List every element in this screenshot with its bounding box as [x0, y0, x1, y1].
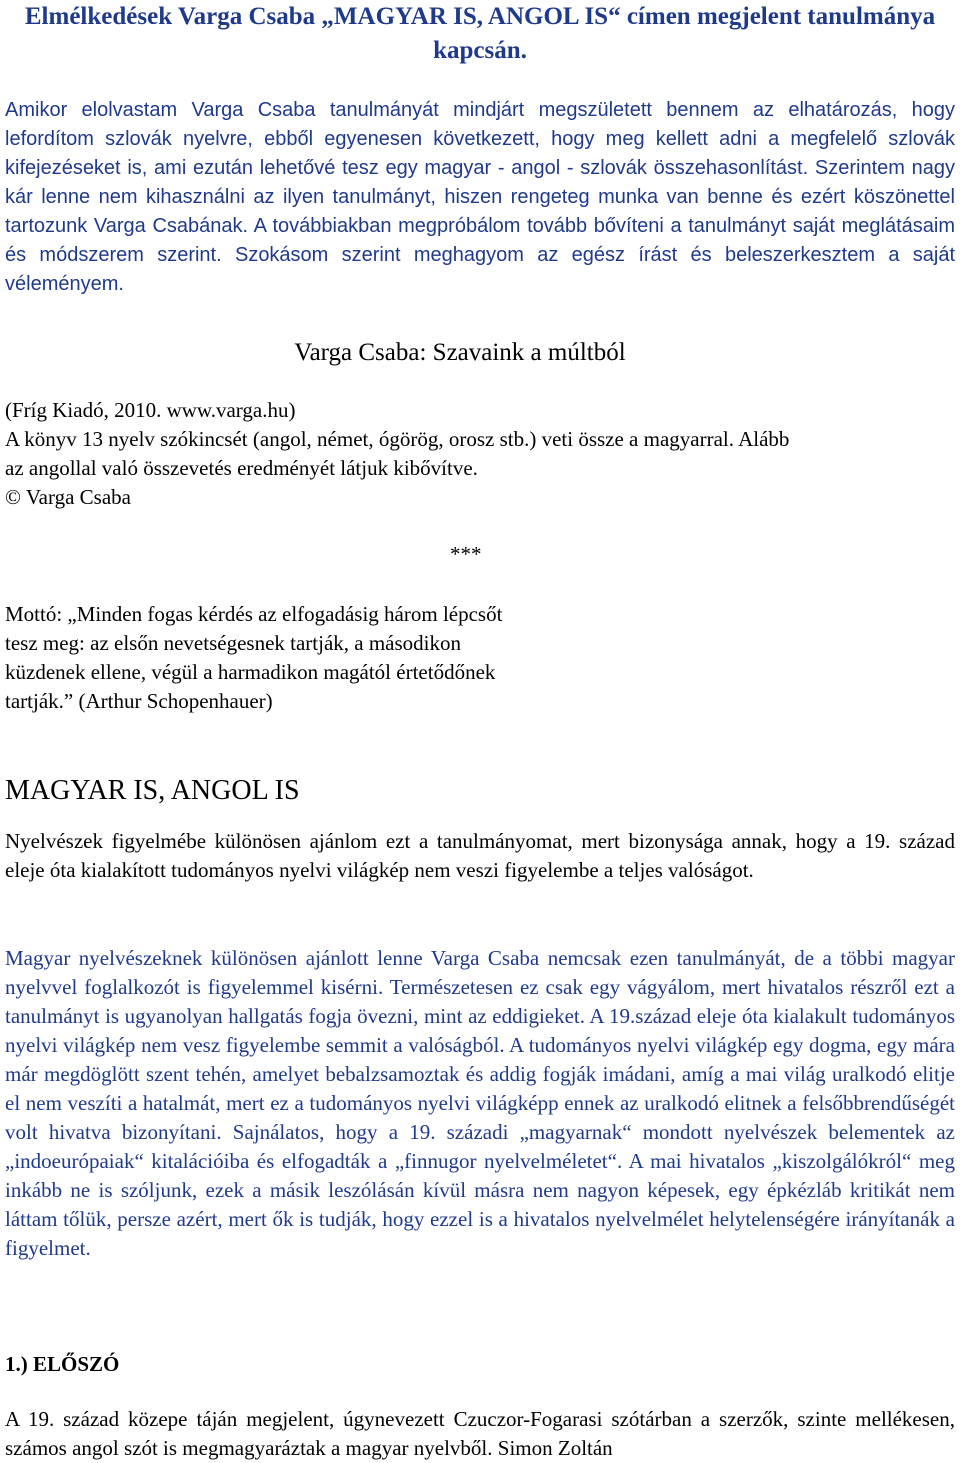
document-title: Elmélkedések Varga Csaba „MAGYAR IS, ANGOL IS“ címen megjelent tanulmánya kapcsán. — [24, 3, 936, 64]
section-paragraph: Nyelvészek figyelmébe különösen ajánlom ezt a tanulmányomat, mert bizonysága annak, hogy a 19. század eleje óta kialakított tudományos nyelvi világkép nem veszi figyelembe a teljes valóságot. — [5, 829, 955, 882]
book-title: Varga Csaba: Szavaink a múltból — [294, 339, 626, 366]
book-description-line2: az angollal való összevetés eredményét látjuk kibővítve. — [5, 456, 478, 480]
foreword-heading: 1.) ELŐSZÓ — [5, 1352, 120, 1376]
intro-paragraph — [5, 96, 955, 299]
book-copyright: © Varga Csaba — [5, 485, 131, 509]
foreword-paragraph: A 19. század közepe táján megjelent, úgynevezett Czuczor-Fogarasi szótárban a szerzők, szinte mellékesen, számos angol szót is megmagyaráztak a magyar nyelvből. Simon Zoltán — [5, 1407, 955, 1460]
section-heading: MAGYAR IS, ANGOL IS — [5, 775, 300, 806]
commentary-paragraph: Magyar nyelvészeknek különösen ajánlott lenne Varga Csaba nemcsak ezen tanulmányát, de a többi magyar nyelvvel foglalkozót is figyelemmel kisérni. Természetesen ez csak egy vágyálom, mert hivatalos részről ezt a tanulmányt is ugyanolyan hallgatás fogja övezni, mint az eddigieket. A 19.század eleje óta kialakult tudományos nyelvi világkép nem vesz figyelembe semmit a valóságból. A tudományos nyelvi világkép egy dogma, egy mára már megdöglött szent tehén, amelyet bebalzsamoztak és addig fogják imádani, amíg a mai világ uralkodó elitje el nem veszíti a hatalmát, mert ez a tudományos nyelvi világképp ennek az uralkodó elitnek a felsőbbrendűségét volt hivatva bizonyítani. Sajnálatos, hogy a 19. századi „magyarnak“ mondott nyelvészek belementek az „indoeurópaiak“ kitalációiba és elfogadták a „finnugor nyelvelméletet“. A mai hivatalos „kiszolgálókról“ meg inkább ne is szóljunk, ezek a másik leszólásán kívül másra nem nagyon képesek, egy épkézláb kritikát nem láttam tőlük, persze azért, mert ők is tudják, hogy ezzel is a hivatalos nyelvelmélet helytelenségére irányítanák a figyelmet. — [5, 946, 955, 1260]
intro-text-part1: Amikor elolvastam Varga Csaba tanulmányát mindjárt megszületett bennem az elhatározás, hogy lefordítom szlovák nyelvre, ebből egyenesen következett, hogy meg kellett adni a megfelelő szlovák kifejezéseket is, ami ezután lehetővé tesz egy magyar - angol - szlovák összehasonlítást. — [5, 99, 955, 179]
book-publisher: (Fríg Kiadó, 2010. www.varga.hu) — [5, 398, 296, 422]
motto-quote: Mottó: „Minden fogas kérdés az elfogadásig három lépcsőt tesz meg: az elsőn nevetségesnek tartják, a másodikon küzdenek ellene, végül a harmadikon magától értetődőnek tartják.” (Arthur Schopenhauer) — [5, 602, 503, 713]
intro-text-part2: Szerintem nagy kár lenne nem kihasználni az ilyen tanulmányt, hiszen rengeteg munka van benne és ezért köszönettel tartozunk Varga Csabának. A továbbiakban megpróbálom tovább bővíteni a tanulmányt saját meglátásaim és módszerem szerint. Szokásom szerint meghagyom az egész írást és beleszerkesztem a saját véleményem. — [5, 157, 955, 295]
book-description-line1: A könyv 13 nyelv szókincsét (angol, német, ógörög, orosz stb.) veti össze a magyarral. Alább — [5, 427, 790, 451]
section-separator: *** — [450, 542, 482, 566]
